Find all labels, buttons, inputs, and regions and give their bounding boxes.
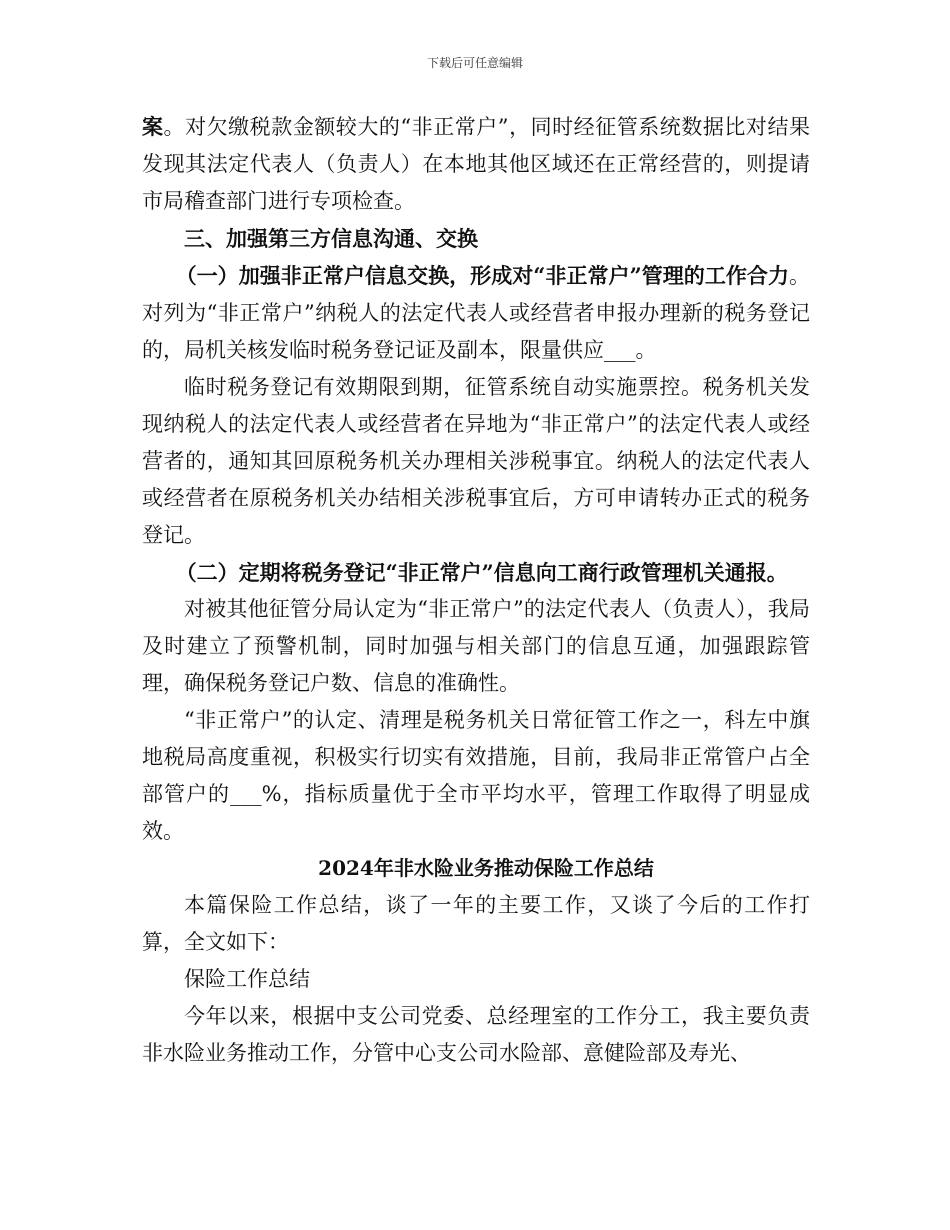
paragraph: 保险工作总结 <box>184 967 310 991</box>
subsection-heading: （二）定期将税务登记“非正常户”信息向工商行政管理机关通报。 <box>175 560 788 585</box>
paragraph <box>142 257 810 369</box>
bold-text: 案 <box>142 114 164 139</box>
paragraph: 本篇保险工作总结，谈了一年的主要工作，又谈了今后的工作打算，全文如下： <box>142 893 810 954</box>
document-title: 2024年非水险业务推动保险工作总结 <box>318 856 654 880</box>
subsection-heading: （一）加强非正常户信息交换，形成对“非正常户”管理的工作合力 <box>175 263 789 288</box>
paragraph: 今年以来，根据中支公司党委、总经理室的工作分工，我主要负责非水险业务推动工作，分管中心支公司水险部、意健险部及寿光、 <box>142 1004 810 1065</box>
section-heading: 三、加强第三方信息沟通、交换 <box>184 226 478 251</box>
paragraph: 临时税务登记有效期限到期，征管系统自动实施票控。税务机关发现纳税人的法定代表人或经营者在异地为“非正常户”的法定代表人或经营者的，通知其回原税务机关办理相关涉税事宜。纳税人的法定代表人或经营者在原税务机关办结相关涉税事宜后，方可申请转办正式的税务登记。 <box>142 375 810 547</box>
paragraph-text: 。对欠缴税款金额较大的“非正常户”，同时经征管系统数据比对结果发现其法定代表人（负责人）在本地其他区域还在正常经营的，则提请市局稽查部门进行专项检查。 <box>142 115 810 213</box>
paragraph <box>142 108 810 220</box>
paragraph-text: 。对列为“非正常户”纳税人的法定代表人或经营者申报办理新的税务登记的，局机关核发临时税务登记证及副本，限量供应___。 <box>142 264 810 362</box>
paragraph: “非正常户”的认定、清理是税务机关日常征管工作之一，科左中旗地税局高度重视，积极实行切实有效措施，目前，我局非正常管户占全部管户的___%，指标质量优于全市平均水平，管理工作取得了明显成效。 <box>142 708 810 843</box>
document-body <box>142 108 810 1072</box>
page-header: 下载后可任意编辑 <box>426 56 523 70</box>
paragraph: 对被其他征管分局认定为“非正常户”的法定代表人（负责人），我局及时建立了预警机制，同时加强与相关部门的信息互通，加强跟踪管理，确保税务登记户数、信息的准确性。 <box>142 597 810 695</box>
